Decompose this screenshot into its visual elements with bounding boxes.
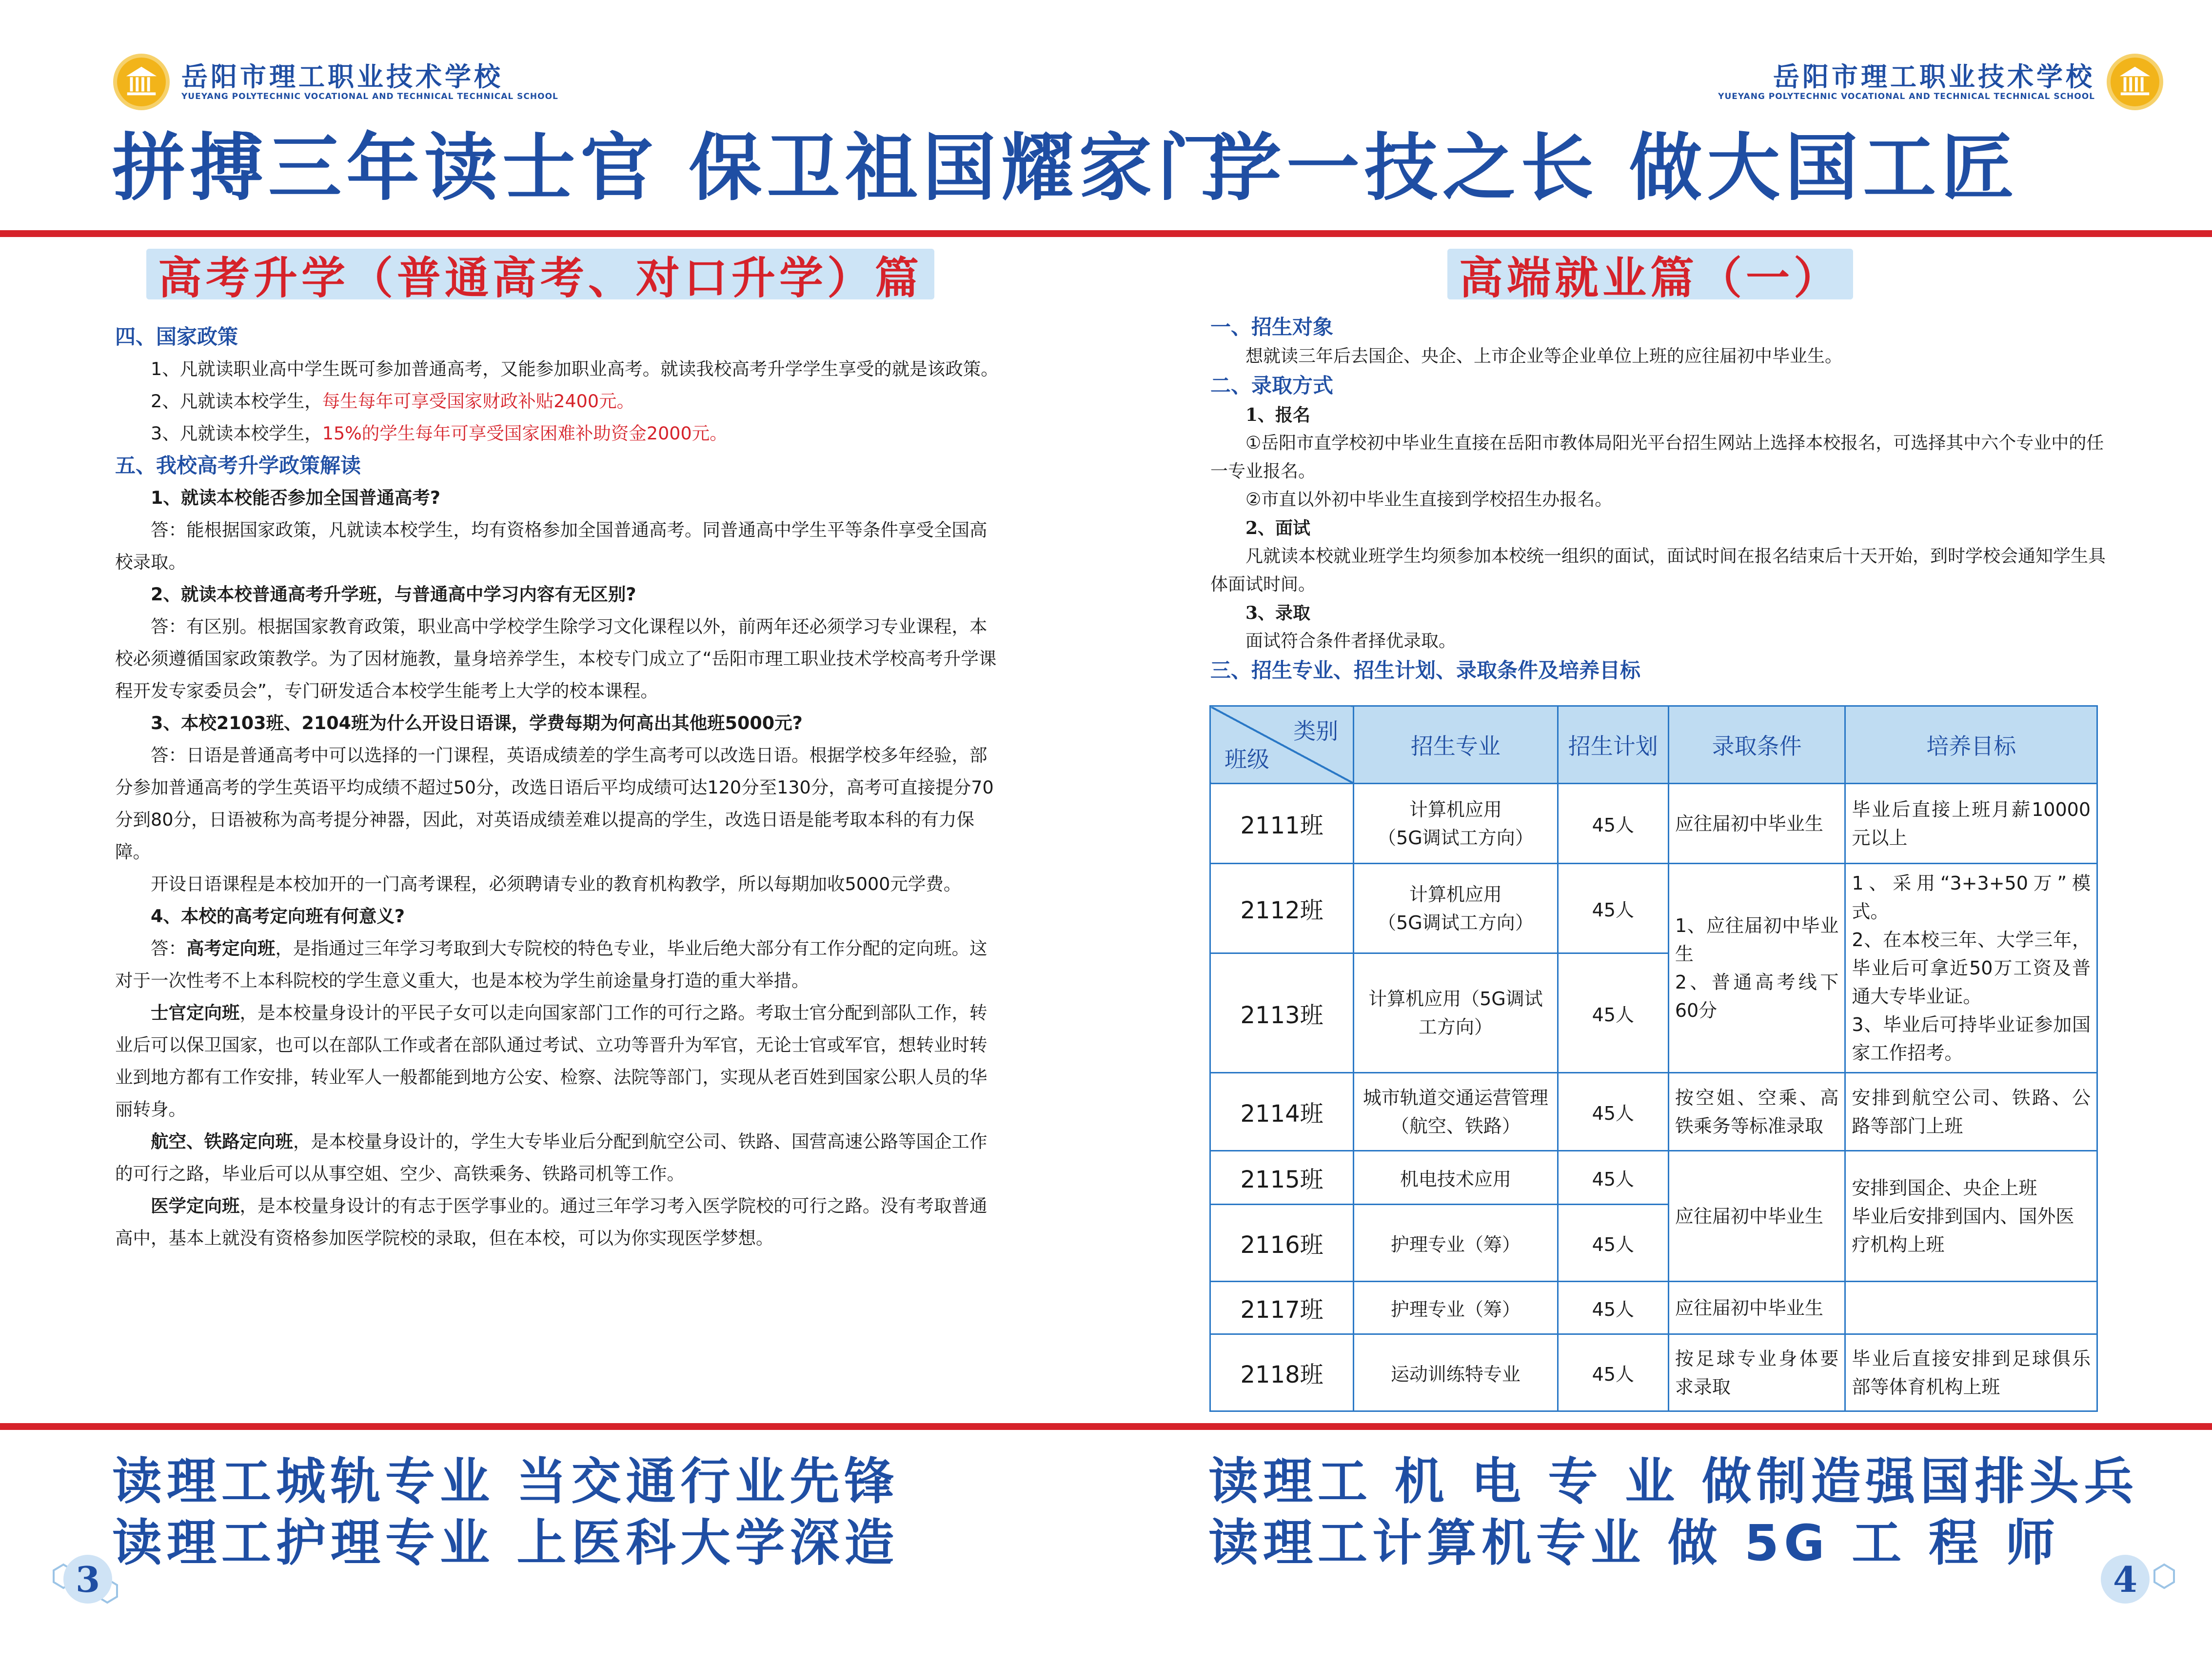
sub-label: 3、录取 [1245, 603, 1311, 623]
school-header-right [1706, 54, 2163, 110]
paragraph: ②市直以外初中毕业生直接到学校招生办报名。 [1245, 490, 1613, 510]
answer: 答：日语是普通高考中可以选择的一门课程，英语成绩差的学生高考可以改选日语。根据学校多年经验，部分参加普通高考的学生英语平均成绩不超过50分，改选日语后平均成绩可达120分至130分，高考可直接提分70分到80分，日语被称为高考提分神器，因此，对英语成绩差难以提高的学生，改选日语是能考取本科的有力保障。 [115, 745, 994, 862]
school-logo [113, 54, 170, 110]
table-row: 2114班 城市轨道交通运营管理（航空、铁路） 45人 按空姐、空乘、高铁乘务等标准录取 安排到航空公司、铁路、公路等部门上班 [1210, 1073, 2097, 1151]
answer: 医学定向班，是本校量身设计的有志于医学事业的。通过三年学习考入医学院校的可行之路。没有考取普通高中，基本上就没有资格参加医学院校的录取，但在本校，可以为你实现医学梦想。 [115, 1195, 988, 1249]
answer: 答：高考定向班，是指通过三年学习考取到大专院校的特色专业，毕业后绝大部分有工作分配的定向班。这对于一次性考不上本科院校的学生意义重大，也是本校为学生前途量身打造的重大举措。 [115, 938, 988, 991]
paragraph: 面试符合条件者择优录取。 [1245, 631, 1457, 651]
table-row: 2116班 护理专业（筹） 45人 [1210, 1205, 2097, 1282]
header-condition: 录取条件 [1668, 706, 1845, 784]
table-row: 2117班 护理专业（筹） 45人 应往届初中毕业生 [1210, 1282, 2097, 1334]
section-title: 三、招生专业、招生计划、录取条件及培养目标 [1210, 658, 1641, 682]
section-title: 一、招生对象 [1210, 315, 1334, 339]
page-number: 4 [2101, 1555, 2150, 1604]
header-plan: 招生计划 [1558, 706, 1668, 784]
slogan-bottom-right-2: 读理工计算机专业 做 5G 工 程 师 [1208, 1514, 2060, 1572]
header-diagonal-cell: 类别 班级 [1210, 706, 1354, 784]
school-header-left [113, 54, 570, 110]
answer: 答：能根据国家政策，凡就读本校学生，均有资格参加全国普通高考。同普通高中学生平等条件享受全国高校录取。 [115, 519, 988, 573]
section-title: 二、录取方式 [1210, 374, 1334, 397]
paragraph: 凡就读本校就业班学生均须参加本校统一组织的面试，面试时间在报名结束后十天开始，到时学校会通知学生具体面试时间。 [1210, 546, 2106, 595]
section-title: 五、我校高考升学政策解读 [115, 454, 361, 477]
table-header-row [1210, 706, 2097, 784]
question: 4、本校的高考定向班有何意义? [151, 906, 405, 927]
red-divider-top [0, 230, 2212, 237]
slogan-top-left: 拼搏三年读士官 保卫祖国耀家门 [112, 126, 1235, 211]
section-title: 四、国家政策 [115, 325, 238, 349]
page-number: 3 [63, 1555, 112, 1604]
table-row: 2112班 计算机应用 （5G调试工方向） 45人 1、应往届初中毕业生 2、普通高考线下60分 1、采用“3+3+50万”模式。 2、在本校三年、大学三年，毕业后可拿近50万工资及普通大专毕业证。 3、毕业后可持毕业证参加国家工作招考。 [1210, 864, 2097, 953]
table-row: 2113班 计算机应用（5G调试工方向） 45人 [1210, 953, 2097, 1073]
question: 1、就读本校能否参加全国普通高考? [151, 487, 441, 508]
section-banner-right: 高端就业篇（一） [1447, 249, 1853, 299]
paragraph: 1、凡就读职业高中学生既可参加普通高考，又能参加职业高考。就读我校高考升学学生享受的就是该政策。 [151, 358, 999, 379]
sub-label: 2、面试 [1245, 518, 1311, 538]
enrollment-table [1209, 705, 2098, 1412]
paragraph: ①岳阳市直学校初中毕业生直接在岳阳市教体局阳光平台招生网站上选择本校报名，可选择其中六个专业中的任一专业报名。 [1210, 433, 2104, 481]
school-name-cn: 岳阳市理工职业技术学校 [181, 61, 503, 93]
header-major: 招生专业 [1354, 706, 1558, 784]
answer: 航空、铁路定向班，是本校量身设计的，学生大专毕业后分配到航空公司、铁路、国营高速公路等国企工作的可行之路，毕业后可以从事空姐、空少、高铁乘务、铁路司机等工作。 [115, 1131, 988, 1184]
header-goal: 培养目标 [1845, 706, 2097, 784]
school-name-cn: 岳阳市理工职业技术学校 [1773, 61, 2095, 93]
hexagon-decoration [2125, 1556, 2203, 1614]
paragraph: 想就读三年后去国企、央企、上市企业等企业单位上班的应往届初中毕业生。 [1245, 346, 1843, 366]
school-logo [2107, 54, 2163, 110]
answer: 答：有区别。根据国家教育政策，职业高中学校学生除学习文化课程以外，前两年还必须学习专业课程，本校必须遵循国家政策教学。为了因材施教，量身培养学生，本校专门成立了“岳阳市理工职业技术学校高考升学课程开发专家委员会”，专门研发适合本校学生能考上大学的校本课程。 [115, 616, 997, 701]
table-row: 2111班 计算机应用 （5G调试工方向） 45人 应往届初中毕业生 毕业后直接上班月薪10000元以上 [1210, 784, 2097, 864]
content-left [115, 321, 1003, 1254]
paragraph: 3、凡就读本校学生，15%的学生每年可享受国家困难补助资金2000元。 [151, 423, 728, 444]
slogan-bottom-right-1: 读理工 机 电 专 业 做制造强国排头兵 [1208, 1453, 2139, 1511]
school-name-en: YUEYANG POLYTECHNIC VOCATIONAL AND TECHNICAL TECHNICAL SCHOOL [1718, 91, 2095, 101]
table-row: 2115班 机电技术应用 45人 应往届初中毕业生 安排到国企、央企上班 毕业后安排到国内、国外医疗机构上班 [1210, 1151, 2097, 1205]
answer: 开设日语课程是本校加开的一门高考课程，必须聘请专业的教育机构教学，所以每期加收5000元学费。 [151, 873, 962, 894]
table-row: 2118班 运动训练特专业 45人 按足球专业身体要求录取 毕业后直接安排到足球俱乐部等体育机构上班 [1210, 1334, 2097, 1411]
red-divider-bottom [0, 1423, 2212, 1430]
slogan-bottom-left-1: 读理工城轨专业 当交通行业先锋 [112, 1453, 899, 1511]
section-banner-left: 高考升学（普通高考、对口升学）篇 [146, 249, 934, 299]
slogan-bottom-left-2: 读理工护理专业 上医科大学深造 [112, 1514, 899, 1572]
content-right [1210, 312, 2108, 686]
answer: 士官定向班，是本校量身设计的平民子女可以走向国家部门工作的可行之路。考取士官分配到部队工作，转业后可以保卫国家，也可以在部队工作或者在部队通过考试、立功等晋升为军官，无论士官或军官，想转业时转业到地方都有工作安排，转业军人一般都能到地方公安、检察、法院等部门，实现从老百姓到国家公职人员的华丽转身。 [115, 1002, 988, 1120]
school-name-en: YUEYANG POLYTECHNIC VOCATIONAL AND TECHNICAL TECHNICAL SCHOOL [181, 91, 558, 101]
question: 2、就读本校普通高考升学班，与普通高中学习内容有无区别? [151, 584, 636, 605]
slogan-top-right: 学一技之长 做大国工匠 [1208, 126, 2019, 211]
paragraph: 2、凡就读本校学生，每生每年可享受国家财政补贴2400元。 [151, 391, 635, 412]
question: 3、本校2103班、2104班为什么开设日语课，学费每期为何高出其他班5000元? [151, 713, 803, 733]
sub-label: 1、报名 [1245, 405, 1311, 425]
